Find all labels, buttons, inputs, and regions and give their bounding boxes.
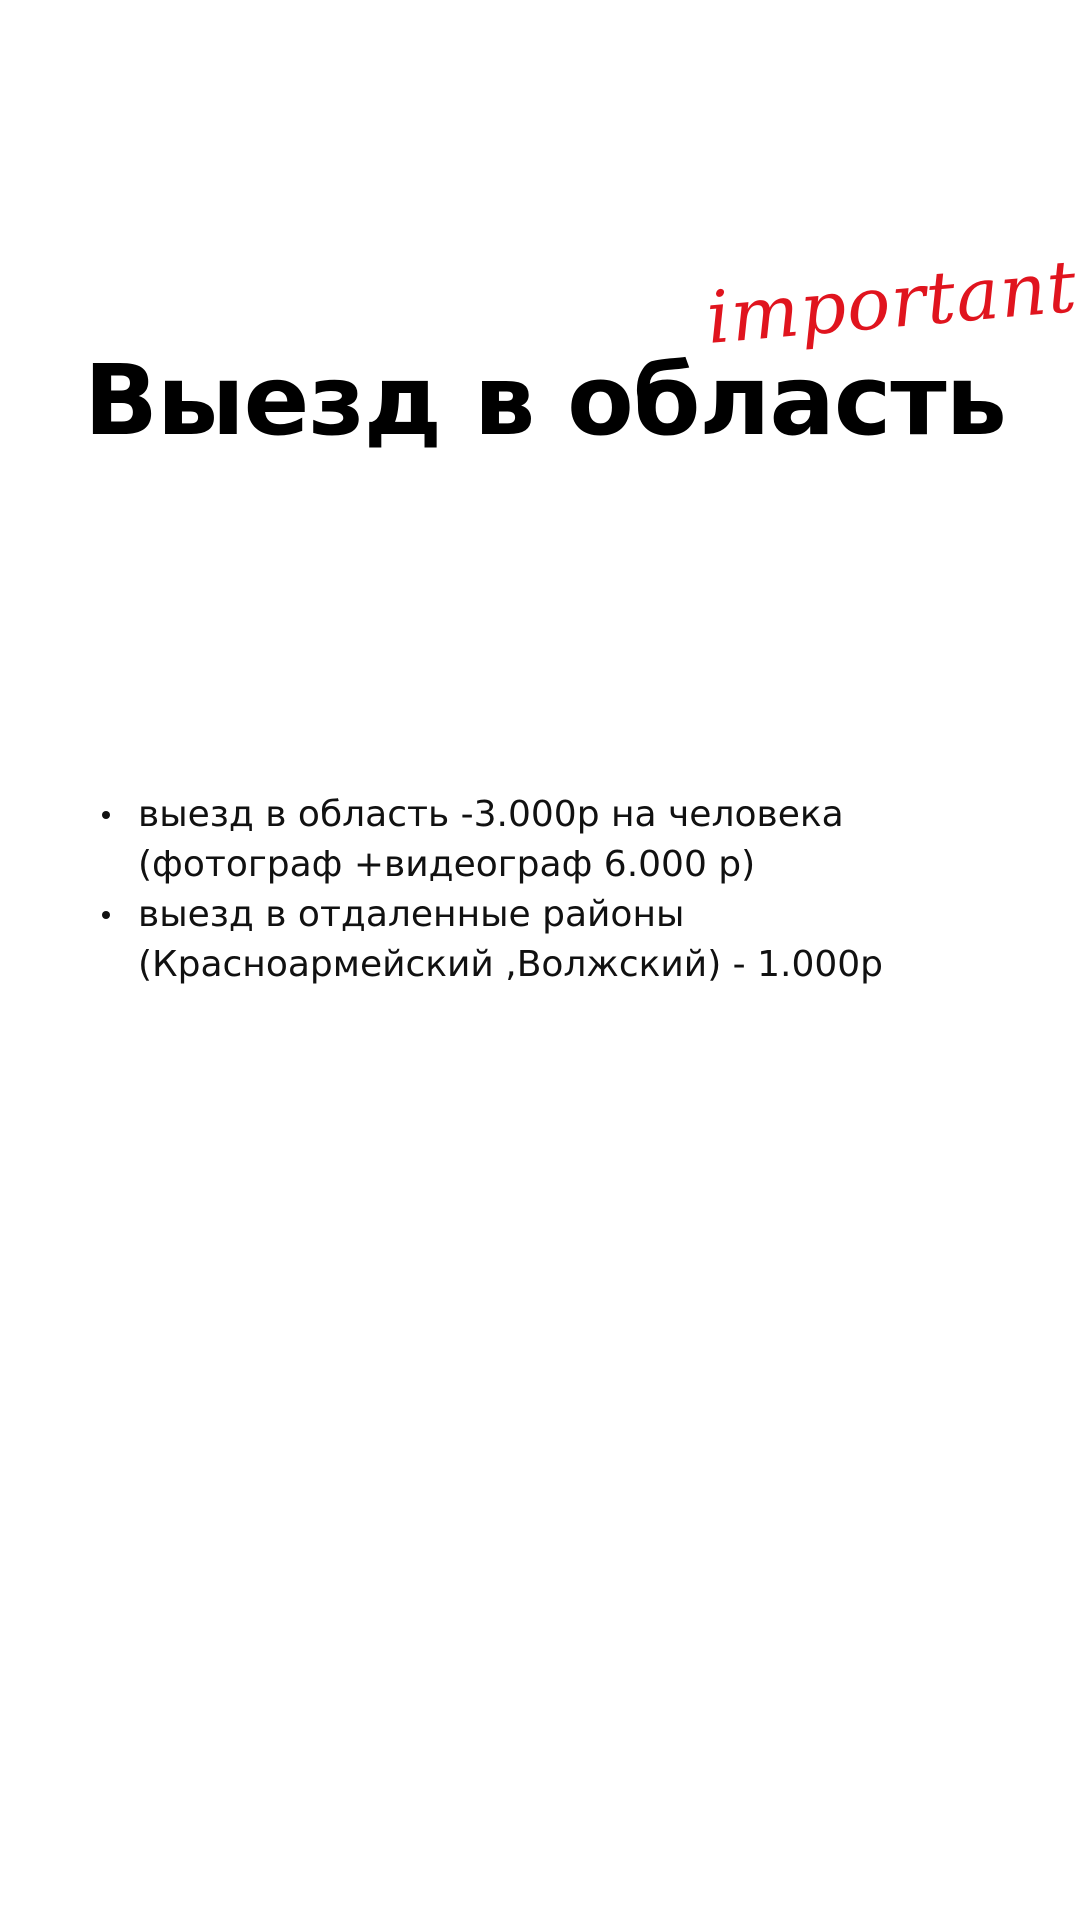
list-item <box>102 890 1002 990</box>
important-script-label: important <box>703 243 1080 360</box>
bullet-list <box>102 790 1002 990</box>
bullet-text-line: (Красноармейский ,Волжский) - 1.000р <box>138 944 884 985</box>
bullet-icon <box>102 911 110 919</box>
list-item <box>102 790 1002 890</box>
bullet-text-line: выезд в область -3.000р на человека <box>138 794 844 835</box>
page-title: Выезд в область <box>84 344 1006 457</box>
bullet-text-line: (фотограф +видеограф 6.000 р) <box>138 844 756 885</box>
bullet-icon <box>102 811 110 819</box>
bullet-text-line: выезд в отдаленные районы <box>138 894 685 935</box>
